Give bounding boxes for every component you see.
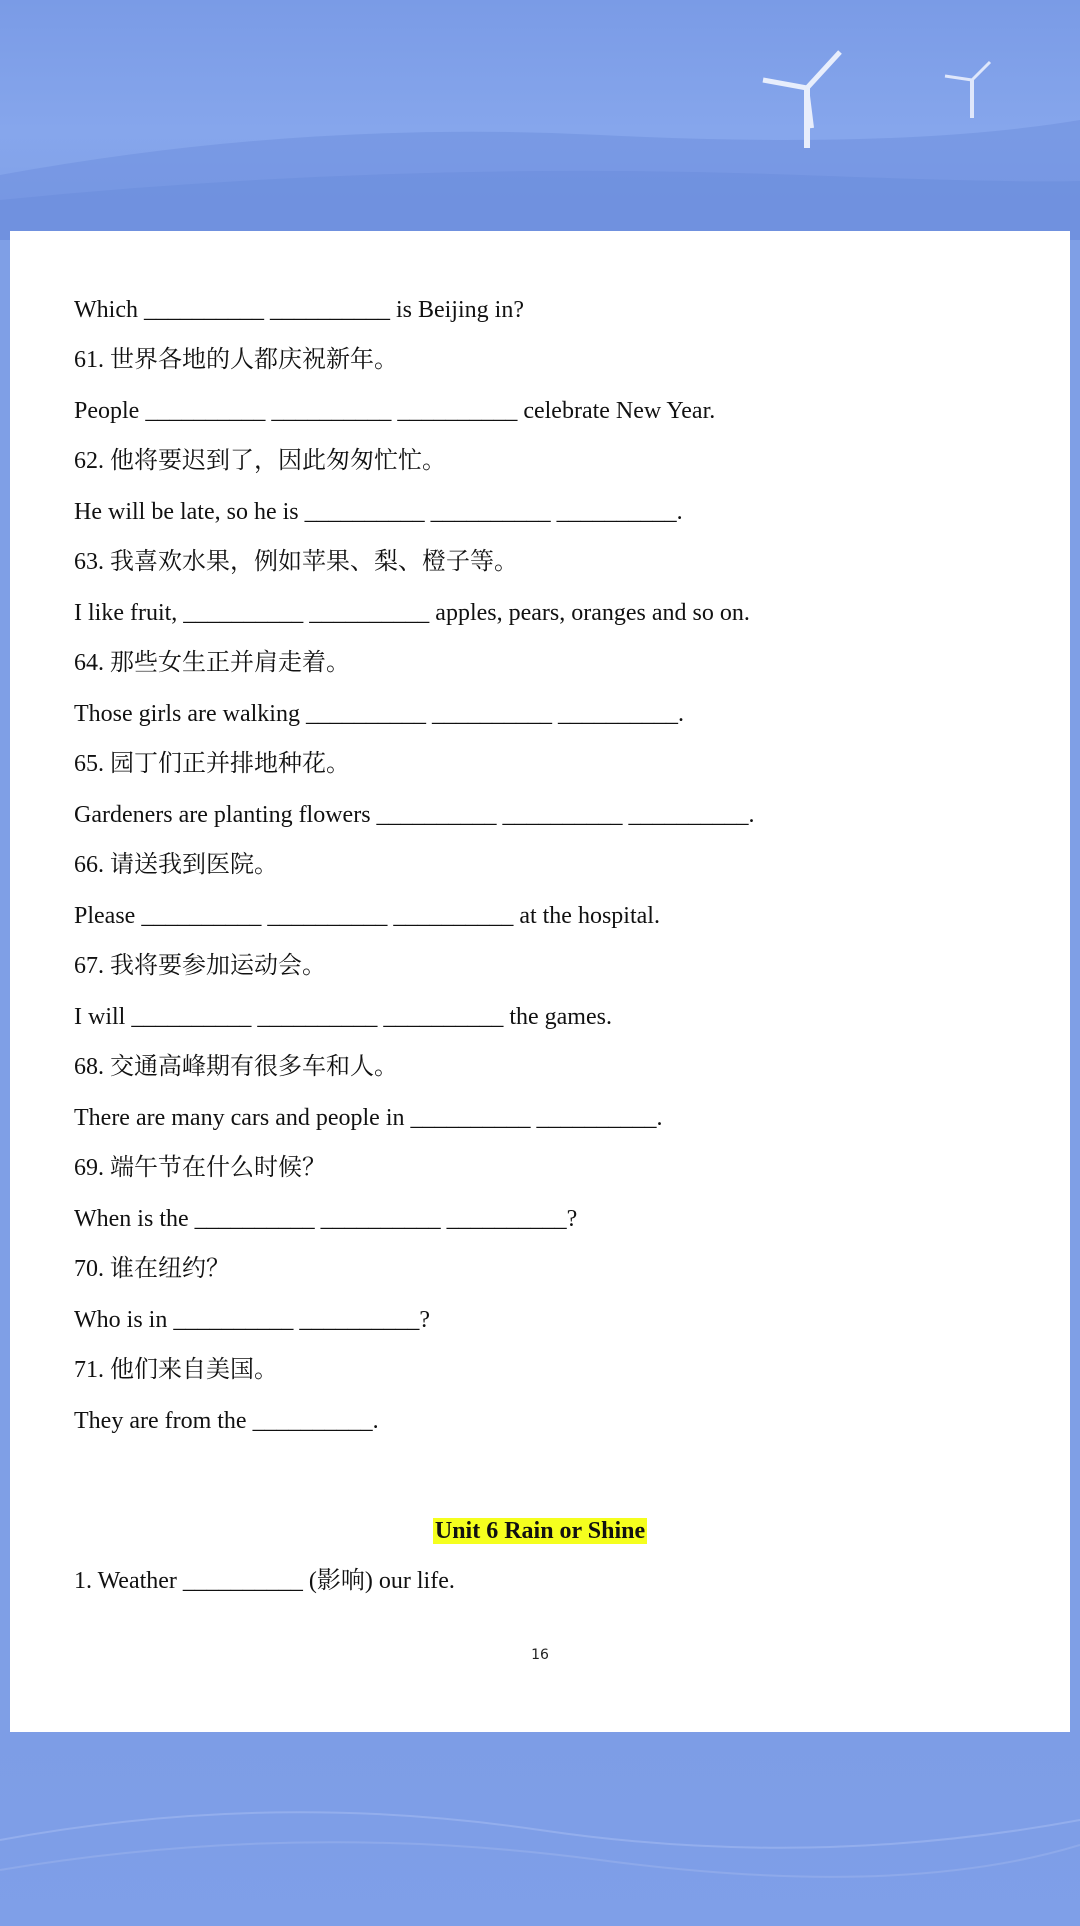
exercise-line: 61. 世界各地的人都庆祝新年。 — [74, 347, 398, 373]
exercise-line: 67. 我将要参加运动会。 — [74, 953, 326, 979]
exercise-line: When is the __________ __________ __________? — [74, 1206, 578, 1232]
exercise-line: 65. 园丁们正并排地种花。 — [74, 751, 350, 777]
page-number: 16 — [531, 1647, 549, 1663]
exercise-line: 62. 他将要迟到了，因此匆匆忙忙。 — [74, 448, 446, 474]
wind-turbine-icon — [763, 52, 840, 148]
unit-heading-text: Unit 6 Rain or Shine — [434, 1518, 646, 1544]
exercise-line: There are many cars and people in __________ __________. — [74, 1105, 663, 1131]
exercise-line: 63. 我喜欢水果，例如苹果、梨、橙子等。 — [74, 549, 518, 575]
exercise-line: Those girls are walking __________ __________ __________. — [74, 701, 684, 727]
exercise-line: 71. 他们来自美国。 — [74, 1357, 278, 1383]
document-page — [10, 231, 1070, 1732]
exercise-line: 66. 请送我到医院。 — [74, 852, 278, 878]
exercise-line: I like fruit, __________ __________ apples, pears, oranges and so on. — [74, 600, 750, 626]
exercise-line: Who is in __________ __________? — [74, 1307, 430, 1333]
exercise-line: 69. 端午节在什么时候？ — [74, 1155, 326, 1181]
exercise-line: 70. 谁在纽约？ — [74, 1256, 230, 1282]
exercise-line: Please __________ __________ __________ at the hospital. — [74, 903, 660, 929]
unit-exercise-line: 1. Weather __________ (影响) our life. — [74, 1568, 455, 1594]
exercise-line: They are from the __________. — [74, 1408, 379, 1434]
exercise-line: People __________ __________ __________ celebrate New Year. — [74, 398, 716, 424]
wind-turbine-small-icon — [945, 62, 990, 118]
wave-decoration — [0, 1730, 1080, 1926]
exercise-line: He will be late, so he is __________ __________ __________. — [74, 499, 683, 525]
exercise-line: Gardeners are planting flowers __________ __________ __________. — [74, 802, 755, 828]
landscape-illustration — [0, 0, 1080, 240]
unit-heading — [10, 1516, 1070, 1546]
exercise-line: 64. 那些女生正并肩走着。 — [74, 650, 350, 676]
exercise-line: Which __________ __________ is Beijing in? — [74, 297, 524, 323]
exercise-line: I will __________ __________ __________ the games. — [74, 1004, 612, 1030]
footer-background — [0, 1730, 1080, 1926]
header-background — [0, 0, 1080, 240]
exercise-line: 68. 交通高峰期有很多车和人。 — [74, 1054, 398, 1080]
